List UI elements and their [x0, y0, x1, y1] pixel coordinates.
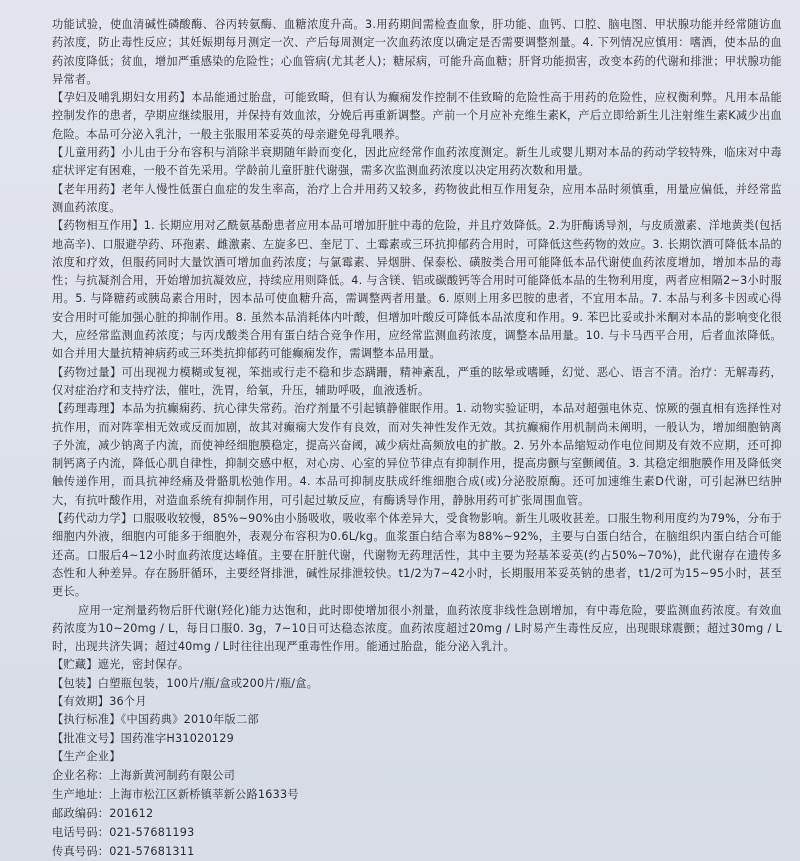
geriatric-use-section: 【老年用药】老年人慢性低蛋白血症的发生率高，治疗上合并用药又较多，药物彼此相互作用复杂，应用本品时须慎重，用量应偏低，并经常监测血药浓度。 — [52, 182, 782, 214]
standard-section: 【执行标准】《中国药典》2010年版二部 — [52, 713, 259, 727]
manufacturer-address-label: 生产地址： — [52, 788, 110, 802]
manufacturer-fax-label: 传真号码： — [52, 845, 110, 859]
manufacturer-phone: 021-57681193 — [109, 826, 195, 840]
manufacturer-phone-line — [52, 823, 782, 842]
package-section: 【包装】白塑瓶包装，100片/瓶/盒或200片/瓶/盒。 — [52, 676, 319, 690]
validity-section: 【有效期】36个月 — [52, 694, 147, 708]
manufacturer-name-line — [52, 766, 782, 785]
manufacturer-phone-label: 电话号码： — [52, 826, 110, 840]
pediatric-use-section: 【儿童用药】小儿由于分布容积与消除半衰期随年龄而变化，因此应经常作血药浓度测定。新生儿或婴儿期对本品的药动学较特殊，临床对中毒症状评定有困难，一般不首先采用。学龄前儿童肝脏代谢强，需多次监测血药浓度以决定用药次数和用量。 — [52, 146, 782, 178]
insert-text-body — [52, 16, 782, 861]
pharmacology-toxicology-section: 【药理毒理】本品为抗癫痫药、抗心律失常药。治疗剂量不引起镇静催眠作用。1. 动物实验证明，本品对超强电休克、惊厥的强直相有选择性对抗作用，而对阵挛相无效或反而加剧，故其对癫痫大发作有良效，而对失神性发作无效。其抗癫痫作用机制尚未阐明，一般认为，增加细胞钠离子外流，减少钠离子内流，而使神经细胞膜稳定，提高兴奋阈，减少病灶高频放电的扩散。2. 另外本品缩短动作电位间期及有效不应期，还可抑制钙离子内流，降低心肌自律性，抑制交感中枢，对心房、心室的异位节律点有抑制作用，提高房颤与室颤阈值。3. 其稳定细胞膜作用及降低突触传递作用，而具抗神经痛及骨骼肌松弛作用。4. 本品可抑制皮肤成纤维细胞合成(或)分泌胶原酶。还可加速维生素D代谢，可引起淋巴结肿大，有抗叶酸作用，对造血系统有抑制作用，可引起过敏反应，有酶诱导作用，静脉用药可扩张周围血管。 — [52, 402, 782, 507]
manufacturer-fax: 021-57681311 — [109, 845, 195, 859]
manufacturer-address-line — [52, 785, 782, 804]
manufacturer-postcode: 201612 — [109, 807, 154, 821]
approval-number-section: 【批准文号】国药准字H31020129 — [52, 731, 234, 745]
pregnancy-lactation-section: 【孕妇及哺乳期妇女用药】本品能通过胎盘，可能致畸，但有认为癫痫发作控制不佳致畸的危险性高于用药的危险性，应权衡利弊。凡用本品能控制发作的患者，孕期应继续服用，并保持有效血浓，分娩后再重新调整。产前一个月应补充维生素K，产后立即给新生儿注射维生素K减少出血危险。本品可分泌入乳汁，一般主张服用苯妥英的母亲避免母乳喂养。 — [52, 91, 782, 141]
manufacturer-address: 上海市松江区新桥镇莘新公路1633号 — [109, 788, 299, 802]
manufacturer-heading: 【生产企业】 — [52, 749, 121, 763]
pharmacokinetics-section: 【药代动力学】口服吸收较慢，85%~90%由小肠吸收，吸收率个体差异大，受食物影响。新生儿吸收甚差。口服生物利用度约为79%，分布于细胞内外液，细胞内可能多于细胞外，表观分布容积为0.6L/kg。血浆蛋白结合率为88%~92%，主要与白蛋白结合，在脑组织内蛋白结合可能还高。口服后4~12小时血药浓度达峰值。主要在肝脏代谢，代谢物无药理活性，其中主要为羟基苯妥英(约占50%~70%)，此代谢存在遗传多态性和人种差异。存在肠肝循环，主要经肾排泄，碱性尿排泄较快。t1/2为7~42小时，长期服用苯妥英钠的患者，t1/2可为15~95小时，甚至更长。 — [52, 512, 782, 599]
overdose-section: 【药物过量】可出现视力模糊或复视，笨拙或行走不稳和步态蹒跚，精神紊乱，严重的眩晕或嗜睡，幻觉、恶心、语言不清。治疗：无解毒药，仅对症治疗和支持疗法，催吐，洗胃，给氧，升压，辅助呼吸，血液透析。 — [52, 365, 782, 397]
drug-interactions-section: 【药物相互作用】1. 长期应用对乙酰氨基酚患者应用本品可增加肝脏中毒的危险，并且疗效降低。2.为肝酶诱导剂，与皮质激素、洋地黄类(包括地高辛)、口服避孕药、环孢素、雌激素、左旋多巴、奎尼丁、土霉素或三环抗抑郁药合用时，可降低这些药物的效应。3. 长期饮酒可降低本品的浓度和疗效，但服药同时大量饮酒可增加血药浓度；与氯霉素、异烟肼、保泰松、磺胺类合用可能降低本品代谢使血药浓度增加，增加本品的毒性；与抗凝剂合用，开始增加抗凝效应，持续应用则降低。4. 与含镁、铝或碳酸钙等合用时可能降低本品的生物利用度，两者应相隔2~3小时服用。5. 与降糖药或胰岛素合用时，因本品可使血糖升高，需调整两者用量。6. 原则上用多巴胺的患者，不宜用本品。7. 本品与利多卡因或心得安合用时可能加强心脏的抑制作用。8. 虽然本品消耗体内叶酸，但增加叶酸反可降低本品浓度和作用。9. 苯巴比妥或扑米酮对本品的影响变化很大，应经常监测血药浓度；与丙戊酸类合用有蛋白结合竞争作用，应经常监测血药浓度，调整本品用量。10. 与卡马西平合用，后者血浓降低。如合并用大量抗精神病药或三环类抗抑郁药可能癫痫发作，需调整本品用量。 — [52, 219, 782, 361]
storage-section: 【贮藏】遮光，密封保存。 — [52, 658, 190, 672]
manufacturer-postcode-label: 邮政编码： — [52, 807, 110, 821]
manufacturer-postcode-line — [52, 804, 782, 823]
manufacturer-fax-line — [52, 842, 782, 861]
pharmacokinetics-continued: 应用一定剂量药物后肝代谢(羟化)能力达饱和，此时即使增加很小剂量，血药浓度非线性急剧增加，有中毒危险，要监测血药浓度。有效血药浓度为10~20mg / L，每日口服0. 3g，7~10日可达稳态浓度。血药浓度超过20mg / L时易产生毒性反应，出现眼球震颤；超过30mg / L时，出现共济失调；超过40mg / L时往往出现严重毒性作用。能通过胎盘，能分泌入乳汁。 — [52, 603, 782, 654]
contraindications-continued: 功能试验，使血清碱性磷酸酶、谷丙转氨酶、血糖浓度升高。3.用药期间需检查血象，肝功能、血钙、口腔、脑电图、甲状腺功能并经常随访血药浓度，防止毒性反应；其妊娠期每月测定一次、产后每周测定一次血药浓度以确定是否需要调整剂量。4. 下列情况应慎用：嗜酒，使本品的血药浓度降低；贫血，增加严重感染的危险性；心血管病(尤其老人)；糖尿病，可能升高血糖；肝肾功能损害，改变本药的代谢和排泄；甲状腺功能异常者。 — [52, 18, 782, 86]
manufacturer-name: 上海新黄河制药有限公司 — [109, 769, 236, 783]
manufacturer-name-label: 企业名称： — [52, 769, 110, 783]
